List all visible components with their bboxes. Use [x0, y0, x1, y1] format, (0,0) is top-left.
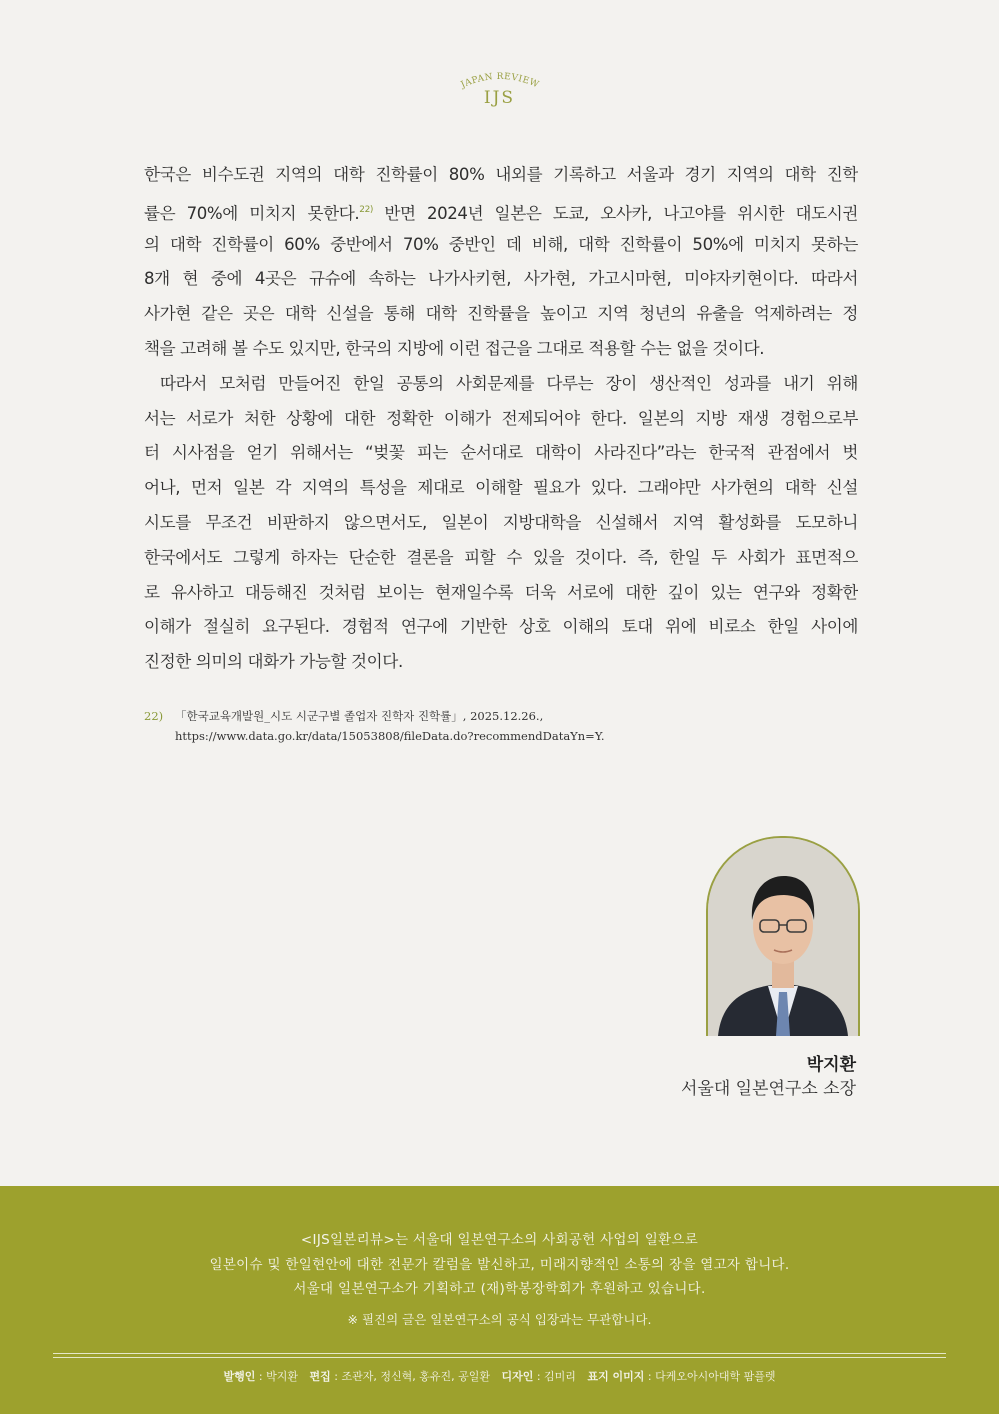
text-line: 로 유사하고 대등해진 것처럼 보이는 현재일수록 더욱 서로에 대한 깊이 있는 연구와 정확한 [144, 582, 858, 602]
text-line: 사가현 같은 곳은 대학 신설을 통해 대학 진학률을 높이고 지역 청년의 유출을 억제하려는 정 [144, 304, 858, 324]
text-line: 터 시사점을 얻기 위해서는 “벚꽃 피는 순서대로 대학이 사라진다”라는 한국적 관점에서 벗 [144, 443, 858, 463]
text-line: 시도를 무조건 비판하지 않으면서도, 일본이 지방대학을 신설해서 지역 활성화를 도모하니 [144, 512, 858, 532]
ijs-logo [0, 70, 999, 108]
footnote-citation: 「한국교육개발원_시도 시군구별 졸업자 진학자 진학률」, 2025.12.26., [175, 709, 544, 723]
article-body [144, 158, 858, 680]
text-line: 따라서 모처럼 만들어진 한일 공통의 사회문제를 다루는 장이 생산적인 성과를 내기 위해 [160, 373, 858, 393]
text-line: 의 대학 진학률이 60% 중반에서 70% 중반인 데 비해, 대학 진학률이 50%에 미치지 못하는 [144, 234, 858, 254]
footer-line: <IJS일본리뷰>는 서울대 일본연구소의 사회공헌 사업의 일환으로 [300, 1232, 699, 1248]
author-affiliation: 서울대 일본연구소 소장 [680, 1079, 856, 1099]
text-line: 진정한 의미의 대화가 가능할 것이다. [144, 652, 403, 672]
text-line: 한국은 비수도권 지역의 대학 진학률이 80% 내외를 기록하고 서울과 경기 지역의 대학 진학 [144, 165, 858, 184]
footnote [144, 706, 605, 746]
footer-line: 서울대 일본연구소가 기획하고 (재)학봉장학회가 후원하고 있습니다. [293, 1281, 706, 1297]
credit-designer: 디자인 : 김미리 [501, 1370, 576, 1383]
logo-mark: IJS [483, 88, 516, 108]
credit-editors: 편집 : 조관자, 정신혁, 홍유진, 공일환 [309, 1370, 490, 1383]
text-line: 서는 서로가 처한 상황에 대한 정확한 이해가 전제되어야 한다. 일본의 지방 재생 경험으로부 [144, 408, 858, 428]
text-line-with-footnote: 률은 70%에 미치지 못한다.$^{22)}$ 반면 2024년 일본은 도쿄, 오사카, 나고야를 위시한 대도시권 [144, 203, 858, 223]
credit-cover-image: 표지 이미지 : 다케오아시아대학 팜플렛 [587, 1370, 776, 1383]
svg-text:JAPAN REVIEW: JAPAN REVIEW [459, 71, 540, 91]
credit-publisher: 발행인 : 박지환 [223, 1370, 298, 1383]
footnote-number: 22) [144, 709, 164, 723]
disclaimer: ※ 필진의 글은 일본연구소의 공식 입장과는 무관합니다. [347, 1312, 652, 1327]
person-portrait-icon [708, 838, 858, 1036]
author-name: 박지환 [806, 1055, 856, 1075]
text-line: 책을 고려해 볼 수도 있지만, 한국의 지방에 이런 접근을 그대로 적용할 수는 없을 것이다. [144, 338, 765, 358]
author-photo [706, 836, 860, 1036]
footer-description [0, 1228, 999, 1302]
text-line: 이해가 절실히 요구된다. 경험적 연구에 기반한 상호 이해의 토대 위에 비로소 한일 사이에 [144, 617, 858, 637]
footer-banner [0, 1186, 999, 1414]
text-line: 8개 현 중에 4곳은 규슈에 속하는 나가사키현, 사가현, 가고시마현, 미야자키현이다. 따라서 [144, 269, 858, 289]
text-line: 한국에서도 그렇게 하자는 단순한 결론을 피할 수 있을 것이다. 즉, 한일 두 사회가 표면적으 [144, 547, 858, 567]
footer-line: 일본이슈 및 한일현안에 대한 전문가 칼럼을 발신하고, 미래지향적인 소통의 장을 열고자 합니다. [209, 1256, 790, 1273]
footnote-ref[interactable]: 22) [359, 204, 374, 215]
text-line: 어나, 먼저 일본 각 지역의 특성을 제대로 이해할 필요가 있다. 그래야만 사가현의 대학 신설 [144, 478, 858, 498]
footnote-url[interactable]: https://www.data.go.kr/data/15053808/fileData.do?recommendDataYn=Y. [175, 729, 605, 743]
credits [0, 1368, 999, 1384]
footer-divider [53, 1353, 946, 1358]
